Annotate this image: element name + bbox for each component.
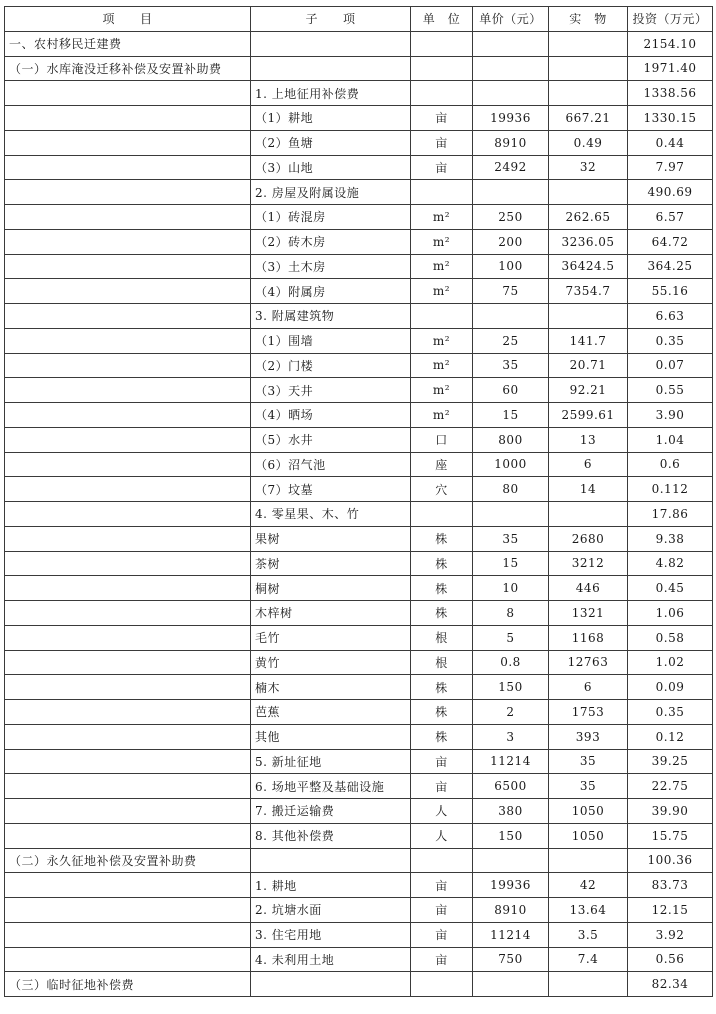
table-row — [5, 180, 713, 205]
cell-subitem: （1）耕地 — [251, 106, 411, 131]
cell-unit: m² — [411, 279, 473, 304]
cell-investment: 1.06 — [628, 601, 713, 626]
table-row — [5, 378, 713, 403]
cell-item — [5, 922, 251, 947]
cell-unit: 亩 — [411, 106, 473, 131]
cell-price: 8910 — [473, 898, 549, 923]
cell-unit: m² — [411, 205, 473, 230]
table-row — [5, 526, 713, 551]
cell-quantity: 262.65 — [549, 205, 628, 230]
cell-subitem: （2）鱼塘 — [251, 130, 411, 155]
table-row — [5, 922, 713, 947]
cell-item — [5, 700, 251, 725]
cell-quantity: 3.5 — [549, 922, 628, 947]
cell-subitem — [251, 56, 411, 81]
cell-investment: 83.73 — [628, 873, 713, 898]
cell-quantity: 36424.5 — [549, 254, 628, 279]
cell-item — [5, 452, 251, 477]
cell-subitem: 2. 坑塘水面 — [251, 898, 411, 923]
cell-investment: 1338.56 — [628, 81, 713, 106]
cell-item — [5, 427, 251, 452]
cell-subitem: 楠木 — [251, 675, 411, 700]
cell-item — [5, 823, 251, 848]
cell-price: 8910 — [473, 130, 549, 155]
table-row — [5, 205, 713, 230]
table-row — [5, 700, 713, 725]
cell-unit: 株 — [411, 700, 473, 725]
cell-investment: 4.82 — [628, 551, 713, 576]
cell-price: 8 — [473, 601, 549, 626]
cell-price: 2492 — [473, 155, 549, 180]
cell-unit: 株 — [411, 576, 473, 601]
cell-unit: 座 — [411, 452, 473, 477]
cell-subitem: （2）砖木房 — [251, 229, 411, 254]
cell-investment: 0.55 — [628, 378, 713, 403]
cell-item — [5, 180, 251, 205]
cell-item — [5, 403, 251, 428]
cell-item — [5, 229, 251, 254]
cell-unit: 根 — [411, 625, 473, 650]
cell-subitem: 其他 — [251, 724, 411, 749]
cell-unit: 亩 — [411, 774, 473, 799]
cell-quantity: 42 — [549, 873, 628, 898]
table-row — [5, 130, 713, 155]
table-row — [5, 848, 713, 873]
cell-item — [5, 799, 251, 824]
cell-unit: 口 — [411, 427, 473, 452]
cell-subitem: 茶树 — [251, 551, 411, 576]
cell-subitem: 1. 上地征用补偿费 — [251, 81, 411, 106]
cell-investment: 3.92 — [628, 922, 713, 947]
cell-subitem: 木梓树 — [251, 601, 411, 626]
cell-unit — [411, 180, 473, 205]
cell-subitem: （3）土木房 — [251, 254, 411, 279]
cell-quantity — [549, 848, 628, 873]
cell-item — [5, 477, 251, 502]
cell-subitem: 毛竹 — [251, 625, 411, 650]
cell-quantity — [549, 31, 628, 56]
cell-price: 11214 — [473, 749, 549, 774]
cell-price: 80 — [473, 477, 549, 502]
cell-price: 35 — [473, 526, 549, 551]
cell-subitem: （5）水井 — [251, 427, 411, 452]
cell-item — [5, 378, 251, 403]
cell-item — [5, 625, 251, 650]
cell-subitem: 黄竹 — [251, 650, 411, 675]
cell-unit: m² — [411, 403, 473, 428]
cell-quantity: 1050 — [549, 799, 628, 824]
cell-unit: 株 — [411, 526, 473, 551]
table-row — [5, 947, 713, 972]
cell-quantity: 20.71 — [549, 353, 628, 378]
cell-investment: 64.72 — [628, 229, 713, 254]
cell-price: 380 — [473, 799, 549, 824]
cell-item — [5, 601, 251, 626]
table-row — [5, 551, 713, 576]
cell-investment: 55.16 — [628, 279, 713, 304]
cell-quantity: 393 — [549, 724, 628, 749]
cell-item — [5, 675, 251, 700]
cell-unit: 株 — [411, 675, 473, 700]
cell-unit: m² — [411, 229, 473, 254]
cell-unit — [411, 56, 473, 81]
cell-quantity: 2599.61 — [549, 403, 628, 428]
cell-investment: 0.112 — [628, 477, 713, 502]
cell-unit: 株 — [411, 724, 473, 749]
table-row — [5, 229, 713, 254]
cell-subitem: 芭蕉 — [251, 700, 411, 725]
header-price: 单价（元） — [473, 7, 549, 32]
cell-price — [473, 180, 549, 205]
cell-quantity: 1753 — [549, 700, 628, 725]
cell-item — [5, 279, 251, 304]
cell-price: 15 — [473, 403, 549, 428]
cell-investment: 17.86 — [628, 502, 713, 527]
table-row — [5, 576, 713, 601]
cell-price: 250 — [473, 205, 549, 230]
cell-unit: 根 — [411, 650, 473, 675]
cell-price: 19936 — [473, 106, 549, 131]
header-item: 项 目 — [5, 7, 251, 32]
cell-price: 150 — [473, 823, 549, 848]
cell-unit: 亩 — [411, 922, 473, 947]
cell-investment: 0.6 — [628, 452, 713, 477]
cell-investment: 15.75 — [628, 823, 713, 848]
table-row — [5, 675, 713, 700]
cell-quantity: 92.21 — [549, 378, 628, 403]
table-row — [5, 650, 713, 675]
cell-unit: 亩 — [411, 873, 473, 898]
cell-price: 750 — [473, 947, 549, 972]
cell-unit: 株 — [411, 601, 473, 626]
cell-quantity — [549, 180, 628, 205]
cell-unit — [411, 31, 473, 56]
cell-quantity: 1168 — [549, 625, 628, 650]
cell-unit — [411, 304, 473, 329]
cell-quantity: 1321 — [549, 601, 628, 626]
cell-quantity: 3236.05 — [549, 229, 628, 254]
cell-investment: 0.45 — [628, 576, 713, 601]
table-row — [5, 155, 713, 180]
cell-quantity: 7.4 — [549, 947, 628, 972]
investment-table — [4, 6, 713, 997]
cell-subitem: 1. 耕地 — [251, 873, 411, 898]
cell-price: 35 — [473, 353, 549, 378]
cell-price: 0.8 — [473, 650, 549, 675]
table-row — [5, 403, 713, 428]
table-row — [5, 823, 713, 848]
cell-investment: 0.35 — [628, 700, 713, 725]
cell-investment: 1.04 — [628, 427, 713, 452]
cell-price: 800 — [473, 427, 549, 452]
cell-quantity: 35 — [549, 749, 628, 774]
cell-item — [5, 130, 251, 155]
table-row — [5, 601, 713, 626]
cell-item — [5, 576, 251, 601]
table-row — [5, 898, 713, 923]
cell-unit — [411, 502, 473, 527]
cell-investment: 1330.15 — [628, 106, 713, 131]
cell-unit: m² — [411, 328, 473, 353]
cell-item — [5, 873, 251, 898]
table-row — [5, 328, 713, 353]
cell-unit — [411, 848, 473, 873]
cell-item — [5, 106, 251, 131]
cell-quantity: 32 — [549, 155, 628, 180]
cell-price: 25 — [473, 328, 549, 353]
cell-item — [5, 205, 251, 230]
table-row — [5, 477, 713, 502]
table-row — [5, 353, 713, 378]
cell-quantity: 3212 — [549, 551, 628, 576]
cell-subitem: 4. 零星果、木、竹 — [251, 502, 411, 527]
cell-item: 一、农村移民迁建费 — [5, 31, 251, 56]
cell-investment: 9.38 — [628, 526, 713, 551]
cell-quantity: 1050 — [549, 823, 628, 848]
cell-price: 200 — [473, 229, 549, 254]
cell-investment: 0.12 — [628, 724, 713, 749]
cell-quantity: 446 — [549, 576, 628, 601]
header-quantity: 实 物 — [549, 7, 628, 32]
cell-price: 2 — [473, 700, 549, 725]
cell-unit — [411, 972, 473, 997]
cell-subitem: 8. 其他补偿费 — [251, 823, 411, 848]
cell-subitem: 3. 住宅用地 — [251, 922, 411, 947]
cell-subitem: 2. 房屋及附属设施 — [251, 180, 411, 205]
cell-price: 19936 — [473, 873, 549, 898]
cell-subitem: 3. 附属建筑物 — [251, 304, 411, 329]
cell-subitem: （1）砖混房 — [251, 205, 411, 230]
cell-investment: 82.34 — [628, 972, 713, 997]
cell-item — [5, 81, 251, 106]
header-row — [5, 7, 713, 32]
cell-unit: m² — [411, 378, 473, 403]
cell-price: 150 — [473, 675, 549, 700]
cell-subitem — [251, 848, 411, 873]
cell-price: 6500 — [473, 774, 549, 799]
table-header — [5, 7, 713, 32]
cell-investment: 0.07 — [628, 353, 713, 378]
cell-investment: 6.63 — [628, 304, 713, 329]
cell-subitem: （3）山地 — [251, 155, 411, 180]
cell-quantity: 0.49 — [549, 130, 628, 155]
cell-subitem: （6）沼气池 — [251, 452, 411, 477]
cell-item — [5, 328, 251, 353]
cell-item: （三）临时征地补偿费 — [5, 972, 251, 997]
cell-quantity: 14 — [549, 477, 628, 502]
cell-quantity: 6 — [549, 452, 628, 477]
cell-price: 1000 — [473, 452, 549, 477]
cell-subitem: （3）天井 — [251, 378, 411, 403]
table-row — [5, 304, 713, 329]
cell-quantity — [549, 972, 628, 997]
cell-subitem: 5. 新址征地 — [251, 749, 411, 774]
cell-quantity — [549, 81, 628, 106]
cell-unit: 穴 — [411, 477, 473, 502]
cell-price — [473, 56, 549, 81]
cell-quantity: 13.64 — [549, 898, 628, 923]
cell-subitem: 果树 — [251, 526, 411, 551]
cell-item — [5, 254, 251, 279]
cell-price — [473, 972, 549, 997]
cell-item — [5, 526, 251, 551]
table-row — [5, 873, 713, 898]
cell-item — [5, 502, 251, 527]
table-row — [5, 799, 713, 824]
cell-item — [5, 898, 251, 923]
cell-unit — [411, 81, 473, 106]
cell-item — [5, 551, 251, 576]
table-row — [5, 427, 713, 452]
cell-price: 15 — [473, 551, 549, 576]
cell-investment: 0.09 — [628, 675, 713, 700]
cell-subitem: 4. 未利用土地 — [251, 947, 411, 972]
cell-unit: 株 — [411, 551, 473, 576]
cell-unit: 人 — [411, 823, 473, 848]
cell-unit: 亩 — [411, 898, 473, 923]
cell-investment: 490.69 — [628, 180, 713, 205]
cell-quantity: 12763 — [549, 650, 628, 675]
cell-subitem: （1）围墙 — [251, 328, 411, 353]
table-row — [5, 81, 713, 106]
cell-unit: 亩 — [411, 130, 473, 155]
cell-quantity — [549, 502, 628, 527]
table-row — [5, 56, 713, 81]
cell-item — [5, 304, 251, 329]
cell-unit: 人 — [411, 799, 473, 824]
cell-unit: 亩 — [411, 947, 473, 972]
table-row — [5, 972, 713, 997]
cell-subitem: 7. 搬迁运输费 — [251, 799, 411, 824]
header-unit: 单 位 — [411, 7, 473, 32]
cell-subitem — [251, 31, 411, 56]
cell-unit: m² — [411, 353, 473, 378]
cell-subitem: （4）晒场 — [251, 403, 411, 428]
cell-investment: 6.57 — [628, 205, 713, 230]
cell-unit: 亩 — [411, 749, 473, 774]
cell-subitem: （7）坟墓 — [251, 477, 411, 502]
table-row — [5, 749, 713, 774]
cell-investment: 100.36 — [628, 848, 713, 873]
cell-investment: 39.90 — [628, 799, 713, 824]
cell-unit: 亩 — [411, 155, 473, 180]
cell-investment: 1.02 — [628, 650, 713, 675]
table-row — [5, 31, 713, 56]
cell-investment: 0.44 — [628, 130, 713, 155]
cell-investment: 39.25 — [628, 749, 713, 774]
cell-subitem: （2）门楼 — [251, 353, 411, 378]
cell-price: 60 — [473, 378, 549, 403]
table-row — [5, 502, 713, 527]
cell-item — [5, 650, 251, 675]
table-row — [5, 724, 713, 749]
cell-investment: 0.58 — [628, 625, 713, 650]
cell-quantity: 2680 — [549, 526, 628, 551]
cell-price — [473, 81, 549, 106]
table-row — [5, 106, 713, 131]
cell-quantity: 35 — [549, 774, 628, 799]
cell-price — [473, 31, 549, 56]
cell-item — [5, 947, 251, 972]
cell-item — [5, 155, 251, 180]
cell-price — [473, 502, 549, 527]
cell-price: 11214 — [473, 922, 549, 947]
cell-quantity: 7354.7 — [549, 279, 628, 304]
cell-item — [5, 749, 251, 774]
cell-price — [473, 848, 549, 873]
cell-subitem: （4）附属房 — [251, 279, 411, 304]
cell-unit: m² — [411, 254, 473, 279]
table-row — [5, 625, 713, 650]
cell-investment: 22.75 — [628, 774, 713, 799]
cell-price: 3 — [473, 724, 549, 749]
table-body — [5, 31, 713, 996]
cell-subitem — [251, 972, 411, 997]
cell-price: 75 — [473, 279, 549, 304]
cell-price: 10 — [473, 576, 549, 601]
cell-investment: 3.90 — [628, 403, 713, 428]
table-row — [5, 254, 713, 279]
cell-item — [5, 353, 251, 378]
cell-quantity: 141.7 — [549, 328, 628, 353]
cell-investment: 12.15 — [628, 898, 713, 923]
cell-subitem: 桐树 — [251, 576, 411, 601]
cell-item: （二）永久征地补偿及安置补助费 — [5, 848, 251, 873]
table-row — [5, 279, 713, 304]
cell-investment: 364.25 — [628, 254, 713, 279]
cell-quantity: 13 — [549, 427, 628, 452]
cell-price — [473, 304, 549, 329]
cell-item — [5, 724, 251, 749]
cell-quantity: 6 — [549, 675, 628, 700]
cell-price: 5 — [473, 625, 549, 650]
cell-investment: 2154.10 — [628, 31, 713, 56]
cell-item — [5, 774, 251, 799]
cell-quantity — [549, 56, 628, 81]
cell-investment: 7.97 — [628, 155, 713, 180]
cell-item: （一）水库淹没迁移补偿及安置补助费 — [5, 56, 251, 81]
cell-quantity: 667.21 — [549, 106, 628, 131]
header-investment: 投资（万元） — [628, 7, 713, 32]
cell-price: 100 — [473, 254, 549, 279]
header-subitem: 子 项 — [251, 7, 411, 32]
cell-quantity — [549, 304, 628, 329]
table-row — [5, 452, 713, 477]
table-row — [5, 774, 713, 799]
cell-investment: 0.35 — [628, 328, 713, 353]
cell-investment: 0.56 — [628, 947, 713, 972]
cell-investment: 1971.40 — [628, 56, 713, 81]
cell-subitem: 6. 场地平整及基础设施 — [251, 774, 411, 799]
